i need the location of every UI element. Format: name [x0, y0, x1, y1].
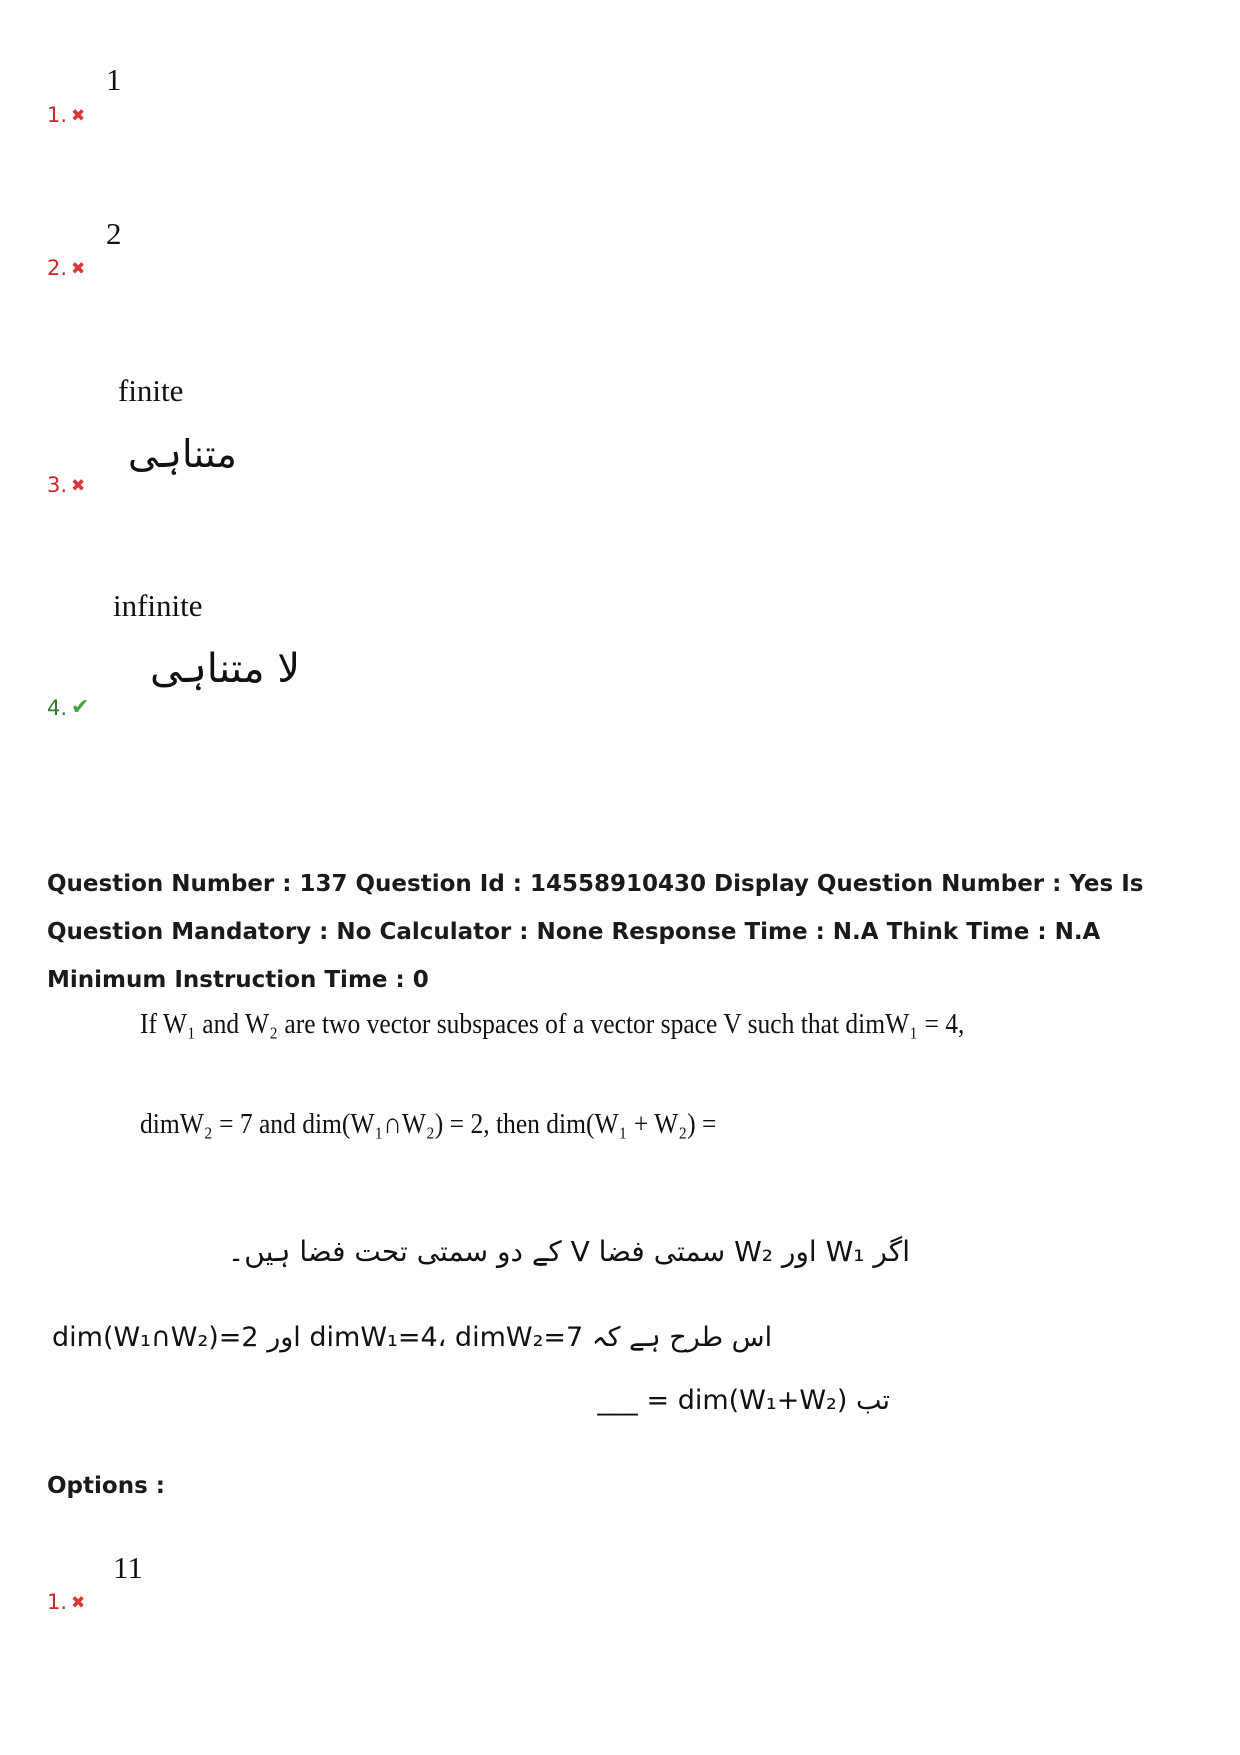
- question-line-2: dimW₂ = 7 and dim(W₁∩W₂) = 2, then dim(W₁ + W₂) =: [140, 1108, 717, 1140]
- prev-option-4-text: infinite: [113, 588, 203, 623]
- check-icon: ✔: [71, 695, 90, 720]
- prev-option-3[interactable]: [47, 473, 85, 497]
- option-number: 1.: [47, 1590, 68, 1614]
- cross-icon: ✖: [71, 1593, 86, 1613]
- question-meta: Question Number : 137 Question Id : 14558910430 Display Question Number : Yes Is Question Mandatory : No Calculator : None Response Time : N.A Think Time : N.A Minimum Instruction Time : 0: [47, 871, 1144, 993]
- prev-option-3-urdu: متناہی: [128, 432, 237, 476]
- option-1-text: 11: [113, 1550, 143, 1585]
- prev-option-2[interactable]: [47, 256, 85, 280]
- cross-icon: ✖: [71, 106, 86, 126]
- prev-option-4-urdu: لا متناہی: [150, 646, 301, 692]
- option-number: 1.: [47, 103, 68, 127]
- prev-option-2-text: 2: [106, 216, 122, 251]
- question-urdu-line-3: تب dim(W₁+W₂) = ___: [597, 1385, 890, 1416]
- cross-icon: ✖: [71, 259, 86, 279]
- option-number: 2.: [47, 256, 68, 280]
- question-line-1: If W₁ and W₂ are two vector subspaces of a vector space V such that dimW₁ = 4,: [140, 1008, 965, 1040]
- option-number: 3.: [47, 473, 68, 497]
- prev-option-4[interactable]: [47, 695, 89, 720]
- option-number: 4.: [47, 696, 68, 720]
- options-label: Options :: [47, 1473, 165, 1499]
- question-urdu-line-2: اس طرح ہے کہ dimW₁=4، dimW₂=7 اور dim(W₁∩W₂)=2: [52, 1322, 773, 1353]
- prev-option-1-text: 1: [106, 62, 122, 97]
- cross-icon: ✖: [71, 476, 86, 496]
- option-1[interactable]: [47, 1590, 85, 1614]
- question-urdu-line-1: اگر W₁ اور W₂ سمتی فضا V کے دو سمتی تحت فضا ہیں۔: [227, 1235, 910, 1268]
- prev-option-3-text: finite: [118, 373, 184, 408]
- prev-option-1[interactable]: [47, 103, 85, 127]
